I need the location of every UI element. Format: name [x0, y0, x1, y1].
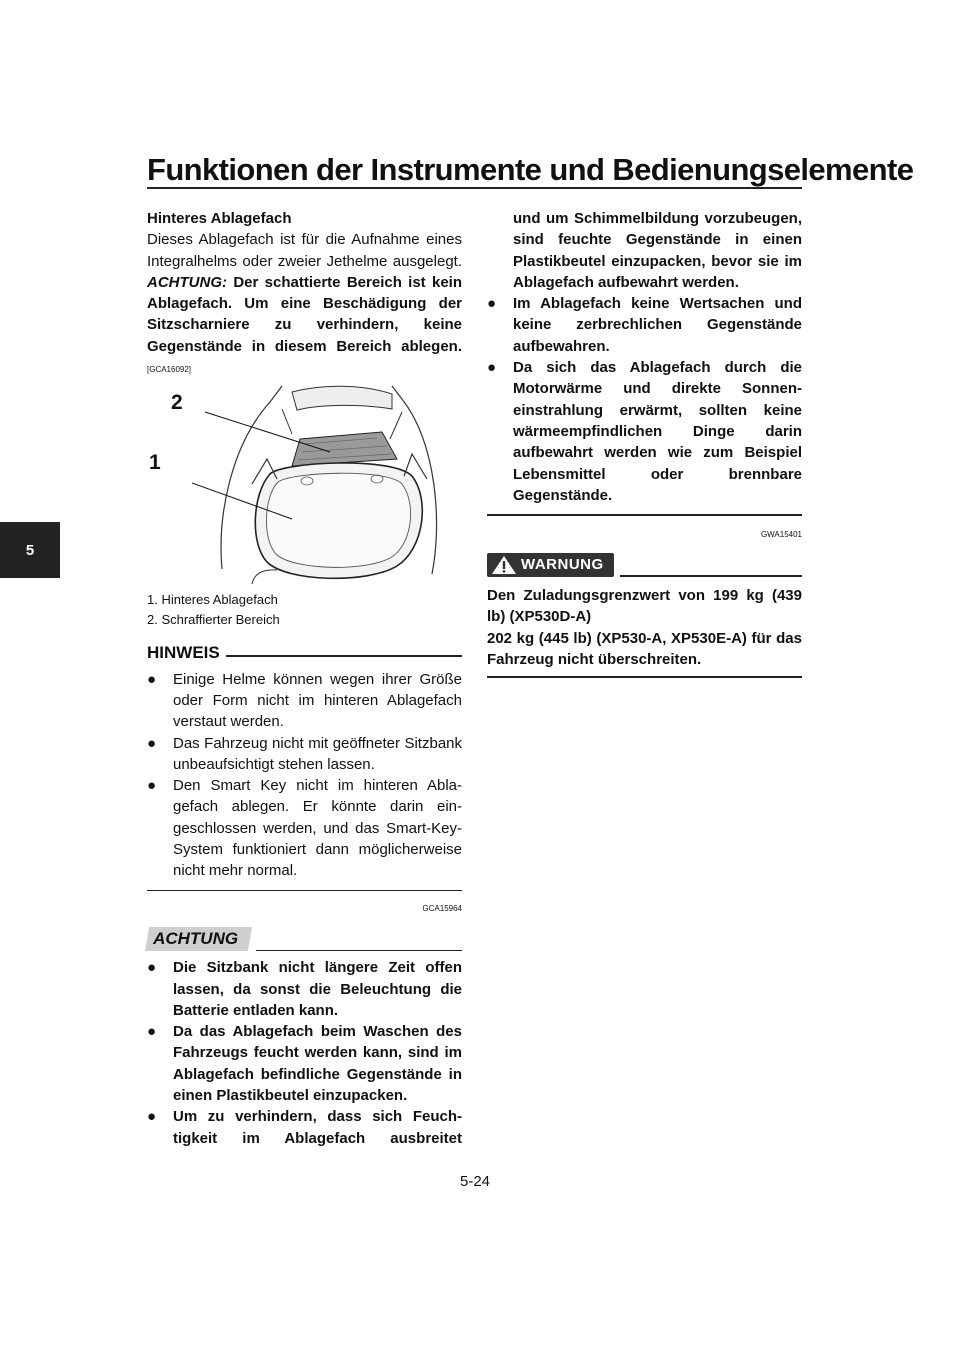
figure-caption-2: 2. Schraffierter Bereich: [147, 612, 280, 628]
bullet-icon: ●: [147, 777, 157, 795]
section-title: Hinteres Ablagefach: [147, 210, 292, 227]
storage-compartment-illustration: [192, 384, 452, 589]
list-item: [147, 775, 462, 881]
list-item: [147, 669, 462, 733]
list-item: [487, 293, 802, 357]
chapter-tab: 5: [0, 522, 60, 578]
warning-end-rule: [487, 676, 802, 678]
warning-rule: [620, 575, 802, 577]
hinweis-list: [147, 669, 462, 882]
achtung-item-text: Da sich das Ablagefach durch die Motorwärme und direkte Sonneneinstrahlung erwärmt, sollten keine wärmeempfindlichen Dinge darin aufbewahrt werden wie zum Beispiel Lebensmittel oder brennbare Gegenstände.: [513, 359, 802, 504]
intro-ref: [GCA16092]: [147, 365, 192, 375]
warning-label-box: [487, 553, 614, 577]
bullet-icon: ●: [147, 959, 157, 977]
warning-text-1: Den Zuladungsgrenzwert von 199 kg (439 lb) (XP530D-A): [487, 586, 802, 626]
storage-figure: [149, 384, 452, 589]
warning-header: [487, 553, 802, 577]
left-column: [147, 208, 462, 1149]
header-rule: [147, 187, 802, 189]
page-title: Funktionen der Instrumente und Bedienungselemente: [147, 152, 914, 187]
achtung-end-rule: [487, 514, 802, 516]
bullet-icon: ●: [147, 670, 157, 688]
achtung-item-continuation: und um Schimmelbildung vorzubeugen, sind feuchte Gegenstände in einen Plastikbeutel einzupacken, bevor sie im Ablagefach aufbewahrt werden.: [513, 210, 802, 291]
warning-triangle-icon: [487, 553, 521, 577]
warning-ref: GWA15401: [760, 529, 802, 539]
list-item: [487, 357, 802, 506]
warning-text-2: 202 kg (445 lb) (XP530-A, XP530E-A) für das Fahrzeug nicht überschreiten.: [487, 629, 802, 668]
bullet-icon: ●: [487, 295, 497, 313]
achtung-header: [147, 927, 462, 951]
right-column: [487, 208, 802, 678]
figure-callout-2: 2: [171, 391, 183, 415]
bullet-icon: ●: [147, 734, 157, 752]
bullet-icon: ●: [147, 1023, 157, 1041]
achtung-ref: GCA15964: [422, 903, 462, 913]
achtung-item-text: Im Ablagefach keine Wertsachen und keine zerbrechlichen Gegenstände aufbewahren.: [513, 295, 802, 355]
achtung-rule: [256, 950, 462, 952]
achtung-item-text: Die Sitzbank nicht längere Zeit offen lassen, da sonst die Beleuchtung die Batterie entladen kann.: [173, 959, 462, 1019]
bullet-icon: ●: [147, 1108, 157, 1126]
list-item: [487, 208, 802, 293]
list-item: [147, 957, 462, 1021]
hinweis-header: [147, 642, 462, 663]
figure-callout-1: 1: [149, 451, 161, 475]
intro-text: Dieses Ablagefach ist für die Aufnahme eines Integralhelms oder zweier Jethelme ausgelegt.: [147, 231, 462, 270]
intro-achtung-label: ACHTUNG:: [147, 273, 227, 291]
figure-caption-1: 1. Hinteres Ablagefach: [147, 592, 278, 608]
hinweis-rule: [226, 655, 462, 657]
achtung-label-box: [145, 927, 252, 951]
warning-label: WARNUNG: [521, 556, 604, 574]
achtung-label: ACHTUNG: [153, 928, 239, 948]
achtung-list-continued: [487, 208, 802, 506]
achtung-list: [147, 957, 462, 1149]
hinweis-label: HINWEIS: [147, 643, 220, 663]
list-item: [147, 1106, 462, 1149]
hinweis-item-text: Den Smart Key nicht im hinteren Ablagefach ablegen. Er könnte darin eingeschlossen werden, und das Smart-Key-System funktioniert dann möglicherweise nicht mehr normal.: [173, 777, 462, 880]
hinweis-item-text: Einige Helme können wegen ihrer Größe oder Form nicht im hinteren Ablagefach verstaut werden.: [173, 670, 462, 731]
figure-captions: [147, 590, 462, 630]
achtung-item-text: Da das Ablagefach beim Waschen des Fahrzeugs feucht werden kann, sind im Ablagefach befindliche Gegenstände in einen Plastikbeutel einzupacken.: [173, 1023, 462, 1105]
hinweis-item-text: Das Fahrzeug nicht mit geöffneter Sitzbank unbeaufsichtigt stehen lassen.: [173, 734, 462, 773]
bullet-icon: ●: [487, 359, 497, 377]
hinweis-end-rule: [147, 890, 462, 891]
intro-achtung-text: Der schattierte Bereich ist kein Ablagefach. Um eine Beschädigung der Sitzscharniere zu verhindern, keine Gegenstände in diesem Bereich ablegen.: [147, 273, 463, 355]
intro-paragraph: [147, 229, 462, 380]
list-item: [147, 1021, 462, 1106]
page-number: 5-24: [460, 1173, 491, 1190]
achtung-item-text: Um zu verhindern, dass sich Feuchtigkeit im Ablagefach ausbreitet: [173, 1108, 462, 1147]
list-item: [147, 733, 462, 776]
